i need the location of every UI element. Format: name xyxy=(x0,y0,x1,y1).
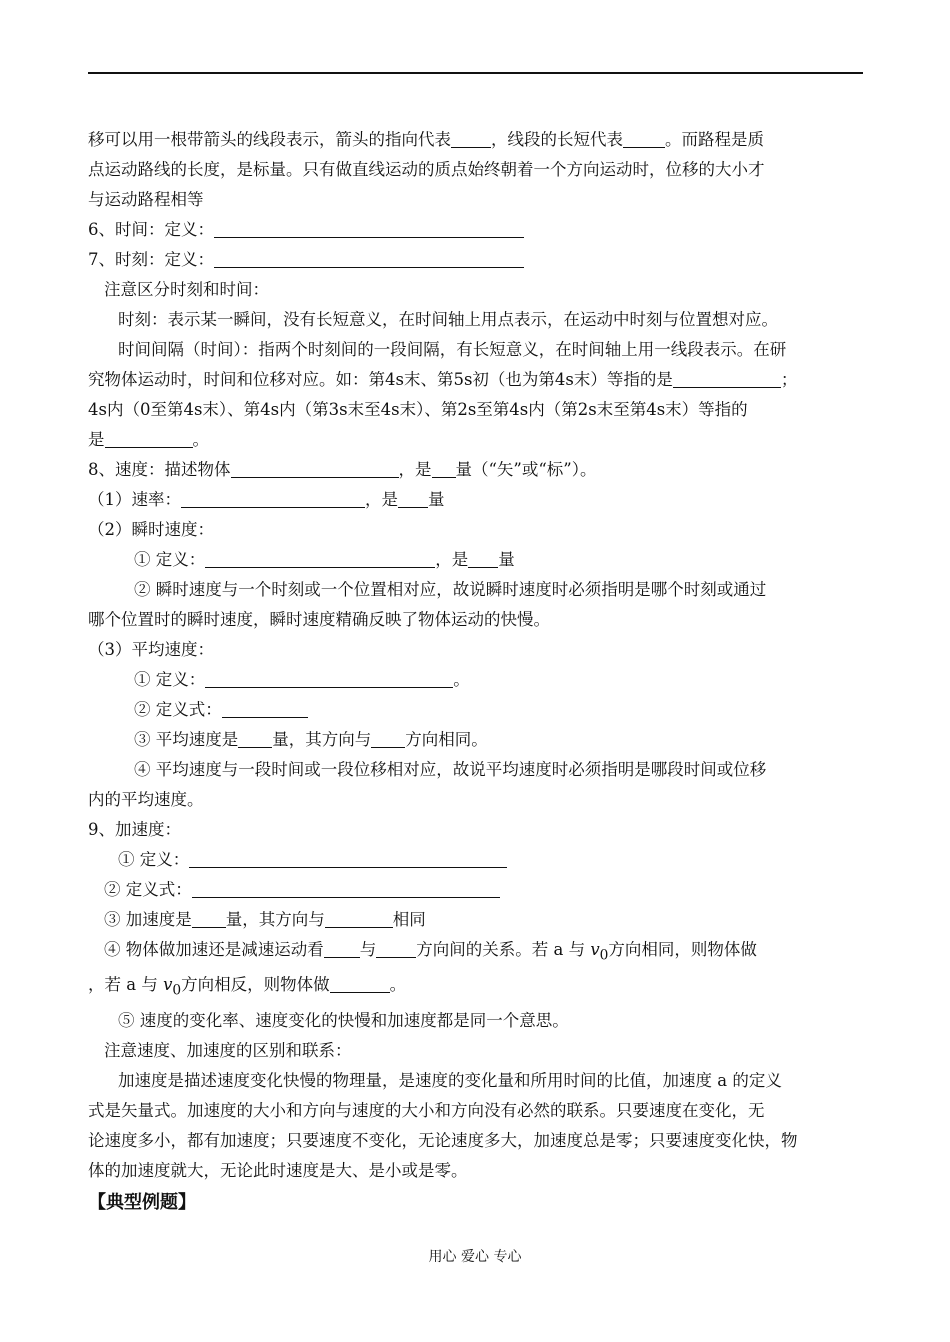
v0-subscript: 0 xyxy=(599,947,609,964)
displacement-line-2: 点运动路线的长度，是标量。只有做直线运动的质点始终朝着一个方向运动时，位移的大小才 xyxy=(88,160,765,179)
text: ，若 a 与 xyxy=(88,975,164,995)
moment-definition: 时刻：表示某一瞬间，没有长短意义，在时间轴上用点表示，在运动中时刻与位置想对应。 xyxy=(118,310,778,329)
speed-rate xyxy=(88,485,863,515)
text: ，线段的长短代表 xyxy=(491,130,623,149)
text: 与 xyxy=(359,940,377,959)
fill-blank[interactable] xyxy=(214,249,524,268)
acceleration-direction-line-2 xyxy=(88,970,863,1005)
text: 。而路程是质 xyxy=(665,130,764,149)
interval-line-3: 4s内（0至第4s末）、第4s内（第3s末至4s末）、第2s至第4s内（第2s末至第4s末）等指的 xyxy=(88,400,748,419)
fill-blank[interactable] xyxy=(673,369,781,388)
fill-blank[interactable] xyxy=(205,549,435,568)
summary-line-2: 式是矢量式。加速度的大小和方向与速度的大小和方向没有必然的联系。只要速度在变化，无 xyxy=(88,1100,765,1120)
text: 。 xyxy=(389,975,407,995)
fill-blank[interactable] xyxy=(192,879,500,898)
average-velocity-title: （3）平均速度： xyxy=(88,640,214,659)
displacement-line-3: 与运动路程相等 xyxy=(88,190,204,209)
text: 。 xyxy=(453,670,470,689)
summary-line-3: 论速度多小，都有加速度；只要速度不变化，无论速度多大，加速度总是零；只要速度变化快，物 xyxy=(88,1130,798,1150)
text: 究物体运动时，时间和位移对应。如：第4s末、第5s初（也为第4s末）等指的是 xyxy=(88,370,673,389)
fill-blank[interactable] xyxy=(432,459,456,478)
average-note-line-1: ④ 平均速度与一段时间或一段位移相对应，故说平均速度时必须指明是哪段时间或位移 xyxy=(134,760,767,779)
section-heading: 【典型例题】 xyxy=(88,1191,196,1213)
average-note-line-2: 内的平均速度。 xyxy=(88,790,204,809)
fill-blank[interactable] xyxy=(205,669,453,688)
acceleration-definition xyxy=(88,845,863,875)
header-rule xyxy=(88,72,863,74)
instantaneous-velocity-title: （2）瞬时速度： xyxy=(88,520,214,539)
text: ① 定义： xyxy=(118,850,190,869)
text: 8、速度：描述物体 xyxy=(88,460,231,479)
note-moment-vs-time: 注意区分时刻和时间： xyxy=(104,280,269,299)
text: （1）速率： xyxy=(88,490,181,509)
acceleration-meaning: ⑤ 速度的变化率、速度变化的快慢和加速度都是同一个意思。 xyxy=(118,1010,569,1030)
fill-blank[interactable] xyxy=(192,909,226,928)
text: ② 定义式： xyxy=(134,700,222,719)
text: ② 定义式： xyxy=(104,880,192,899)
text: ① 定义： xyxy=(134,550,206,569)
fill-blank[interactable] xyxy=(468,549,498,568)
item-9-acceleration: 9、加速度： xyxy=(88,820,181,839)
v0-subscript: 0 xyxy=(172,982,182,999)
average-definition xyxy=(88,665,863,695)
fill-blank[interactable] xyxy=(189,849,507,868)
v0-symbol: v xyxy=(590,940,600,959)
page-footer: 用心 爱心 专心 xyxy=(428,1249,522,1265)
fill-blank[interactable] xyxy=(181,489,365,508)
fill-blank[interactable] xyxy=(623,129,665,148)
text: ，是 xyxy=(398,460,432,479)
text: ，是 xyxy=(365,490,398,509)
fill-blank[interactable] xyxy=(231,459,399,478)
text: 移可以用一根带箭头的线段表示，箭头的指向代表 xyxy=(88,130,451,149)
acceleration-formula xyxy=(88,875,863,905)
fill-blank[interactable] xyxy=(376,939,416,958)
text: 方向相同，则物体做 xyxy=(608,940,757,959)
interval-line-2 xyxy=(88,365,863,395)
text: ① 定义： xyxy=(134,670,206,689)
text: 是 xyxy=(88,430,105,449)
interval-line-1: 时间间隔（时间）：指两个时刻间的一段间隔，有长短意义，在时间轴上用一线段表示。在研 xyxy=(118,340,787,359)
summary-line-4: 体的加速度就大，无论此时速度是大、是小或是零。 xyxy=(88,1160,468,1180)
text: 量 xyxy=(498,550,515,569)
displacement-line-1 xyxy=(88,125,863,155)
instantaneous-note-line-1: ② 瞬时速度与一个时刻或一个位置相对应，故说瞬时速度时必须指明是哪个时刻或通过 xyxy=(134,580,767,599)
summary-line-1: 加速度是描述速度变化快慢的物理量，是速度的变化量和所用时间的比值，加速度 a 的定义 xyxy=(118,1070,782,1090)
text: 7、时刻：定义： xyxy=(88,250,214,269)
fill-blank[interactable] xyxy=(222,699,308,718)
text: 量（“矢”或“标”）。 xyxy=(455,460,597,479)
text: 方向相反，则物体做 xyxy=(181,975,330,995)
fill-blank[interactable] xyxy=(451,129,491,148)
instantaneous-note-line-2: 哪个位置时的瞬时速度，瞬时速度精确反映了物体运动的快慢。 xyxy=(88,610,550,629)
average-formula xyxy=(88,695,863,725)
fill-blank[interactable] xyxy=(105,429,193,448)
text: ，是 xyxy=(435,550,469,569)
text: 。 xyxy=(192,430,209,449)
item-8-velocity xyxy=(88,455,863,485)
acceleration-vector xyxy=(88,905,863,935)
fill-blank[interactable] xyxy=(325,909,393,928)
fill-blank[interactable] xyxy=(324,939,360,958)
text: 方向相同。 xyxy=(405,730,488,749)
text: ④ 物体做加速还是减速运动看 xyxy=(104,940,324,959)
document-body xyxy=(88,125,863,1218)
text: 方向间的关系。若 a 与 xyxy=(416,940,591,959)
text: 相同 xyxy=(392,910,426,929)
text: ； xyxy=(780,370,798,389)
text: ③ 加速度是 xyxy=(104,910,192,929)
text: ③ 平均速度是 xyxy=(134,730,239,749)
fill-blank[interactable] xyxy=(371,729,405,748)
text: 量 xyxy=(428,490,445,509)
note-velocity-acceleration: 注意速度、加速度的区别和联系： xyxy=(104,1040,352,1060)
fill-blank[interactable] xyxy=(398,489,428,508)
instantaneous-definition xyxy=(88,545,863,575)
text: 量，其方向与 xyxy=(272,730,372,749)
fill-blank[interactable] xyxy=(214,219,524,238)
interval-line-4 xyxy=(88,425,863,455)
text: 量，其方向与 xyxy=(225,910,325,929)
v0-symbol: v xyxy=(163,975,173,995)
average-vector xyxy=(88,725,863,755)
acceleration-direction-line-1 xyxy=(88,935,863,970)
fill-blank[interactable] xyxy=(238,729,272,748)
item-6-time xyxy=(88,215,863,245)
fill-blank[interactable] xyxy=(330,974,390,993)
item-7-moment xyxy=(88,245,863,275)
text: 6、时间：定义： xyxy=(88,220,214,239)
